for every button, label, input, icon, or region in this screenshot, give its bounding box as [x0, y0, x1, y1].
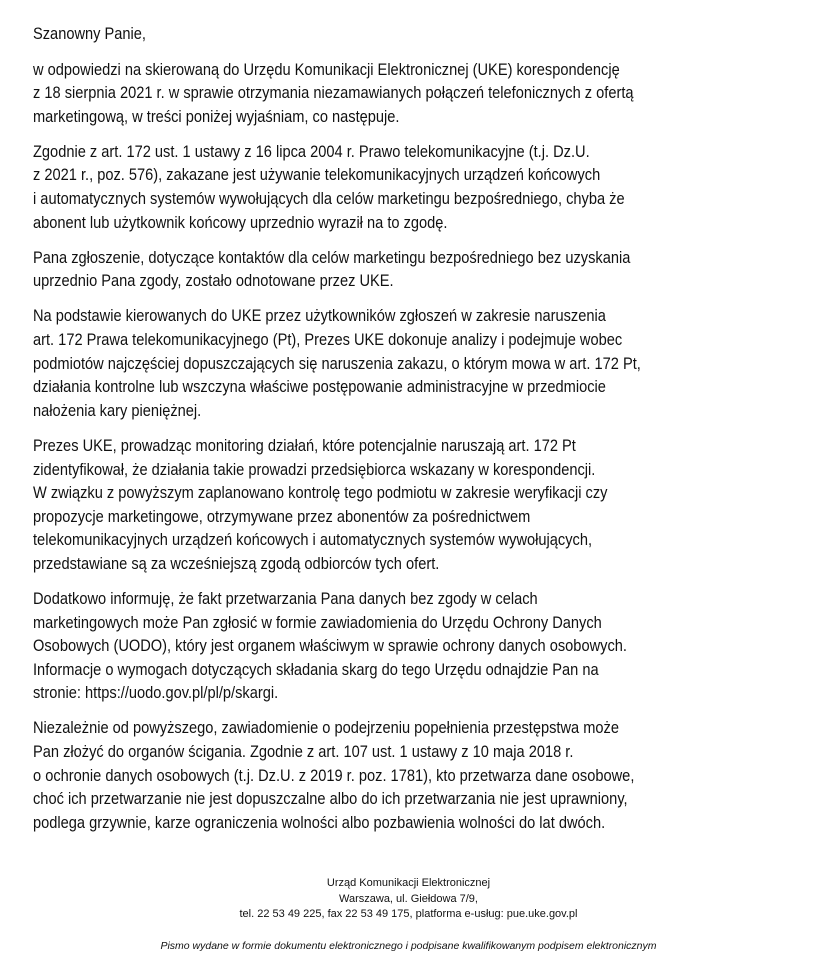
footer-contact: tel. 22 53 49 225, fax 22 53 49 175, platforma e-usług: pue.uke.gov.pl: [239, 908, 578, 920]
text-line: W związku z powyższym zaplanowano kontrolę tego podmiotu w zakresie weryfikacji czy: [33, 483, 608, 503]
text-line: działania kontrolne lub wszczyna właściwe postępowanie administracyjne w przedmiocie: [33, 377, 606, 397]
letter-body: [33, 22, 813, 846]
footer-organization: Urząd Komunikacji Elektronicznej: [326, 877, 491, 889]
text-line: Prezes UKE, prowadząc monitoring działań, które potencjalnie naruszają art. 172 Pt: [33, 435, 576, 455]
paragraph-uke-actions: [33, 304, 813, 422]
text-line: art. 172 Prawa telekomunikacyjnego (Pt), Prezes UKE dokonuje analizy i podejmuje wobec: [33, 330, 623, 350]
salutation-text: Szanowny Panie,: [33, 24, 146, 43]
text-line: Niezależnie od powyższego, zawiadomienie o podejrzeniu popełnienia przestępstwa może: [33, 718, 619, 738]
text-line: marketingową, w treści poniżej wyjaśniam, co następuje.: [33, 106, 400, 126]
text-line: abonent lub użytkownik końcowy uprzednio wyraził na to zgodę.: [33, 212, 448, 232]
text-line: z 18 sierpnia 2021 r. w sprawie otrzymania niezamawianych połączeń telefonicznych z ofertą: [33, 83, 634, 103]
text-line: propozycje marketingowe, otrzymywane przez abonentów za pośrednictwem: [33, 506, 531, 526]
text-line: Na podstawie kierowanych do UKE przez użytkowników zgłoszeń w zakresie naruszenia: [33, 306, 606, 326]
footer-address: Warszawa, ul. Giełdowa 7/9,: [339, 892, 478, 905]
text-line: Osobowych (UODO), który jest organem właściwym w sprawie ochrony danych osobowych.: [33, 636, 627, 656]
text-line: o ochronie danych osobowych (t.j. Dz.U. z 2019 r. poz. 1781), kto przetwarza dane osobowe,: [33, 765, 635, 785]
text-line: Pana zgłoszenie, dotyczące kontaktów dla celów marketingu bezpośredniego bez uzyskania: [33, 247, 631, 267]
text-line: stronie: https://uodo.gov.pl/pl/p/skargi.: [33, 683, 279, 703]
letterhead-footer: [0, 876, 817, 923]
text-line: zidentyfikował, że działania takie prowadzi przedsiębiorca wskazany w korespondencji.: [33, 459, 596, 479]
salutation: [33, 22, 813, 46]
text-line: nałożenia kary pieniężnej.: [33, 400, 202, 420]
paragraph-uodo: [33, 587, 813, 705]
text-line: Dodatkowo informuję, że fakt przetwarzania Pana danych bez zgody w celach: [33, 588, 538, 608]
text-line: Informacje o wymogach dotyczących składania skarg do tego Urzędu odnajdzie Pan na: [33, 659, 599, 679]
paragraph-intro: [33, 58, 813, 129]
text-line: marketingowych może Pan zgłosić w formie zawiadomienia do Urzędu Ochrony Danych: [33, 612, 602, 632]
text-line: telekomunikacyjnych urządzeń końcowych i automatycznych systemów wywołujących,: [33, 530, 593, 550]
paragraph-report-noted: [33, 246, 813, 293]
text-line: choć ich przetwarzanie nie jest dopuszczalne albo do ich przetwarzania nie jest uprawniony,: [33, 789, 628, 809]
paragraph-legal-basis: [33, 140, 813, 234]
text-line: podlega grzywnie, karze ograniczenia wolności albo pozbawienia wolności do lat dwóch.: [33, 812, 606, 832]
paragraph-law-enforcement: [33, 716, 813, 834]
electronic-signature-note: Pismo wydane w formie dokumentu elektronicznego i podpisane kwalifikowanym podpisem elektronicznym: [160, 940, 657, 952]
text-line: uprzednio Pana zgody, zostało odnotowane przez UKE.: [33, 271, 394, 291]
text-line: w odpowiedzi na skierowaną do Urzędu Komunikacji Elektronicznej (UKE) korespondencję: [33, 59, 620, 79]
text-line: podmiotów najczęściej dopuszczających się naruszenia zakazu, o którym mowa w art. 172 Pt,: [33, 353, 641, 373]
text-line: z 2021 r., poz. 576), zakazane jest używanie telekomunikacyjnych urządzeń końcowych: [33, 165, 601, 185]
text-line: przedstawiane są za wcześniejszą zgodą odbiorców tych ofert.: [33, 553, 440, 573]
paragraph-monitoring: [33, 434, 813, 576]
text-line: Zgodnie z art. 172 ust. 1 ustawy z 16 lipca 2004 r. Prawo telekomunikacyjne (t.j. Dz.U.: [33, 141, 590, 161]
text-line: Pan złożyć do organów ścigania. Zgodnie z art. 107 ust. 1 ustawy z 10 maja 2018 r.: [33, 742, 574, 762]
text-line: i automatycznych systemów wywołujących dla celów marketingu bezpośredniego, chyba że: [33, 189, 625, 209]
